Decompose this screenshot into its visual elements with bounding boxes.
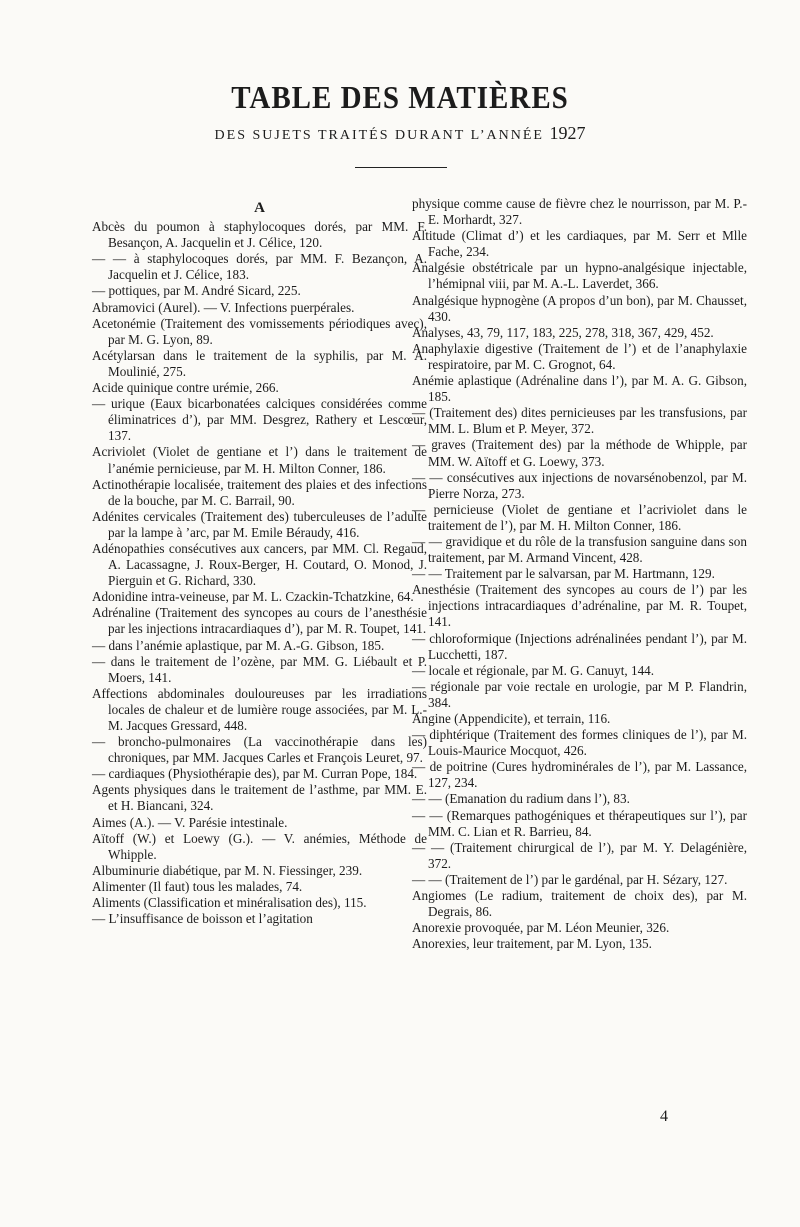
index-entry: — — (Traitement de l’) par le gardénal, par H. Sézary, 127. [412, 871, 728, 887]
index-entry: physique comme cause de fièvre chez le nourrisson, par M. P.-E. Morhardt, 327. [412, 196, 747, 228]
index-entry: — cardiaques (Physiothérapie des), par M. Curran Pope, 184. [92, 766, 418, 782]
index-entry: Affections abdominales douloureuses par les irradiations locales de chaleur et de lumière rouge associées, par M. L.-M. Jacques Gressard, 448. [92, 685, 427, 733]
left-entries [92, 219, 427, 927]
index-entry: — — à staphylocoques dorés, par MM. F. Bezançon, A. Jacquelin et J. Célice, 183. [92, 251, 427, 283]
index-entry: — régionale par voie rectale en urologie, par M P. Flandrin, 384. [412, 678, 747, 710]
index-entry: Acriviolet (Violet de gentiane et l’) dans le traitement de l’anémie pernicieuse, par M. H. Milton Conner, 186. [92, 444, 427, 476]
index-entry: Alimenter (Il faut) tous les malades, 74. [92, 878, 303, 894]
index-entry: — diphtérique (Traitement des formes cliniques de l’), par M. Louis-Maurice Mocquot, 426. [412, 727, 747, 759]
index-entry: Adénopathies consécutives aux cancers, par MM. Cl. Regaud, A. Lacassagne, J. Roux-Berger, H. Coutard, O. Monod, J. Pierguin et G. Richard, 330. [92, 540, 427, 589]
index-entry: Analgésie obstétricale par un hypno-analgésique injectable, l’hémipnal viii, par M. A.-L. Laverdet, 366. [412, 260, 747, 292]
index-entry: Anémie aplastique (Adrénaline dans l’), par M. A. G. Gibson, 185. [412, 373, 747, 405]
index-entry: Anorexie provoquée, par M. Léon Meunier, 326. [412, 920, 670, 936]
index-entry: — — Traitement par le salvarsan, par M. Hartmann, 129. [412, 566, 715, 582]
index-entry: Abcès du poumon à staphylocoques dorés, par MM. F. Besançon, A. Jacquelin et J. Célice, 120. [92, 219, 427, 251]
index-entry: — pernicieuse (Violet de gentiane et l’acriviolet dans le traitement de l’), par M. H. Milton Conner, 186. [412, 501, 747, 533]
index-entry: Acetonémie (Traitement des vomissements périodiques avec), par M. G. Lyon, 89. [92, 315, 427, 347]
index-entry: — — (Emanation du radium dans l’), 83. [412, 791, 630, 807]
index-entry: Agents physiques dans le traitement de l’asthme, par MM. E. et H. Biancani, 324. [92, 782, 427, 814]
index-entry: — — consécutives aux injections de novarsénobenzol, par M. Pierre Norza, 273. [412, 469, 747, 501]
section-letter: A [254, 200, 265, 216]
index-entry: — urique (Eaux bicarbonatées calciques considérées comme éliminatrices d’), par MM. Desgrez, Rathery et Lescœur, 137. [92, 396, 427, 444]
subtitle-year: 1927 [549, 123, 586, 143]
index-entry: Altitude (Climat d’) et les cardiaques, par M. Serr et Mlle Fache, 234. [412, 228, 747, 260]
page-title: TABLE DES MATIÈRES [231, 80, 569, 116]
index-entry: — broncho-pulmonaires (La vaccinothérapie dans les) chroniques, par MM. Jacques Carles et François Leuret, 97. [92, 734, 427, 766]
index-entry: Adénites cervicales (Traitement des) tuberculeuses de l’adulte par la lampe à ’arc, par M. Emile Béraudy, 416. [92, 508, 427, 540]
left-column [92, 200, 427, 927]
index-entry: Analyses, 43, 79, 117, 183, 225, 278, 318, 367, 429, 452. [412, 324, 714, 340]
title-divider [355, 167, 447, 168]
right-column [412, 196, 747, 952]
index-entry: Anorexies, leur traitement, par M. Lyon, 135. [412, 936, 652, 952]
index-entry: — — gravidique et du rôle de la transfusion sanguine dans son traitement, par M. Armand Vincent, 428. [412, 533, 747, 566]
index-entry: — — (Traitement chirurgical de l’), par M. Y. Delagénière, 372. [412, 839, 747, 871]
subtitle-text: DES SUJETS TRAITÉS DURANT L’ANNÉE [214, 128, 544, 143]
page-number: 4 [660, 1108, 668, 1125]
index-entry: — graves (Traitement des) par la méthode de Whipple, par MM. W. Aïtoff et G. Loewy, 373. [412, 437, 747, 469]
index-entry: Anesthésie (Traitement des syncopes au cours de l’) par les injections intracardiaques d’adrénaline, par M. R. Toupet, 141. [412, 582, 747, 630]
index-entry: Aimes (A.). — V. Parésie intestinale. [92, 814, 288, 830]
index-entry: Adrénaline (Traitement des syncopes au cours de l’anesthésie par les injections intracardiaques d’), par M. R. Toupet, 141. [92, 605, 427, 637]
index-entry: — chloroformique (Injections adrénalinées pendant l’), par M. Lucchetti, 187. [412, 630, 747, 662]
index-entry: — (Traitement des) dites pernicieuses par les transfusions, par MM. L. Blum et P. Meyer, 372. [412, 405, 747, 437]
index-entry: — de poitrine (Cures hydrominérales de l’), par M. Lassance, 127, 234. [412, 759, 747, 791]
index-entry: Acide quinique contre urémie, 266. [92, 380, 279, 396]
page-subtitle [0, 123, 800, 144]
index-entry: Anaphylaxie digestive (Traitement de l’) et de l’anaphylaxie respiratoire, par M. C. Grognot, 64. [412, 340, 747, 372]
index-entry: — L’insuffisance de boisson et l’agitation [92, 911, 313, 927]
index-entry: Albuminurie diabétique, par M. N. Fiessinger, 239. [92, 862, 363, 878]
index-entry: — locale et régionale, par M. G. Canuyt, 144. [412, 662, 655, 678]
index-entry: — dans le traitement de l’ozène, par MM. G. Liébault et P. Moers, 141. [92, 653, 427, 685]
index-entry: Abramovici (Aurel). — V. Infections puerpérales. [92, 299, 355, 315]
index-entry: Actinothérapie localisée, traitement des plaies et des infections de la bouche, par M. C. Barrail, 90. [92, 476, 427, 508]
index-entry: Angiomes (Le radium, traitement de choix des), par M. Degrais, 86. [412, 888, 747, 920]
index-entry: — pottiques, par M. André Sicard, 225. [92, 283, 301, 299]
index-entry: — — (Remarques pathogéniques et thérapeutiques sur l’), par MM. C. Lian et R. Barrieu, 84. [412, 807, 747, 839]
right-entries [412, 196, 747, 952]
index-entry: Aliments (Classification et minéralisation des), 115. [92, 895, 367, 911]
index-entry: Aïtoff (W.) et Loewy (G.). — V. anémies, Méthode de Whipple. [92, 830, 427, 862]
index-entry: — dans l’anémie aplastique, par M. A.-G. Gibson, 185. [92, 637, 385, 653]
index-entry: Adonidine intra-veineuse, par M. L. Czackin-Tchatzkine, 64. [92, 589, 414, 605]
index-entry: Analgésique hypnogène (A propos d’un bon), par M. Chausset, 430. [412, 292, 747, 324]
index-entry: Angine (Appendicite), et terrain, 116. [412, 711, 611, 726]
index-entry: Acétylarsan dans le traitement de la syphilis, par M. A. Moulinié, 275. [92, 347, 427, 379]
